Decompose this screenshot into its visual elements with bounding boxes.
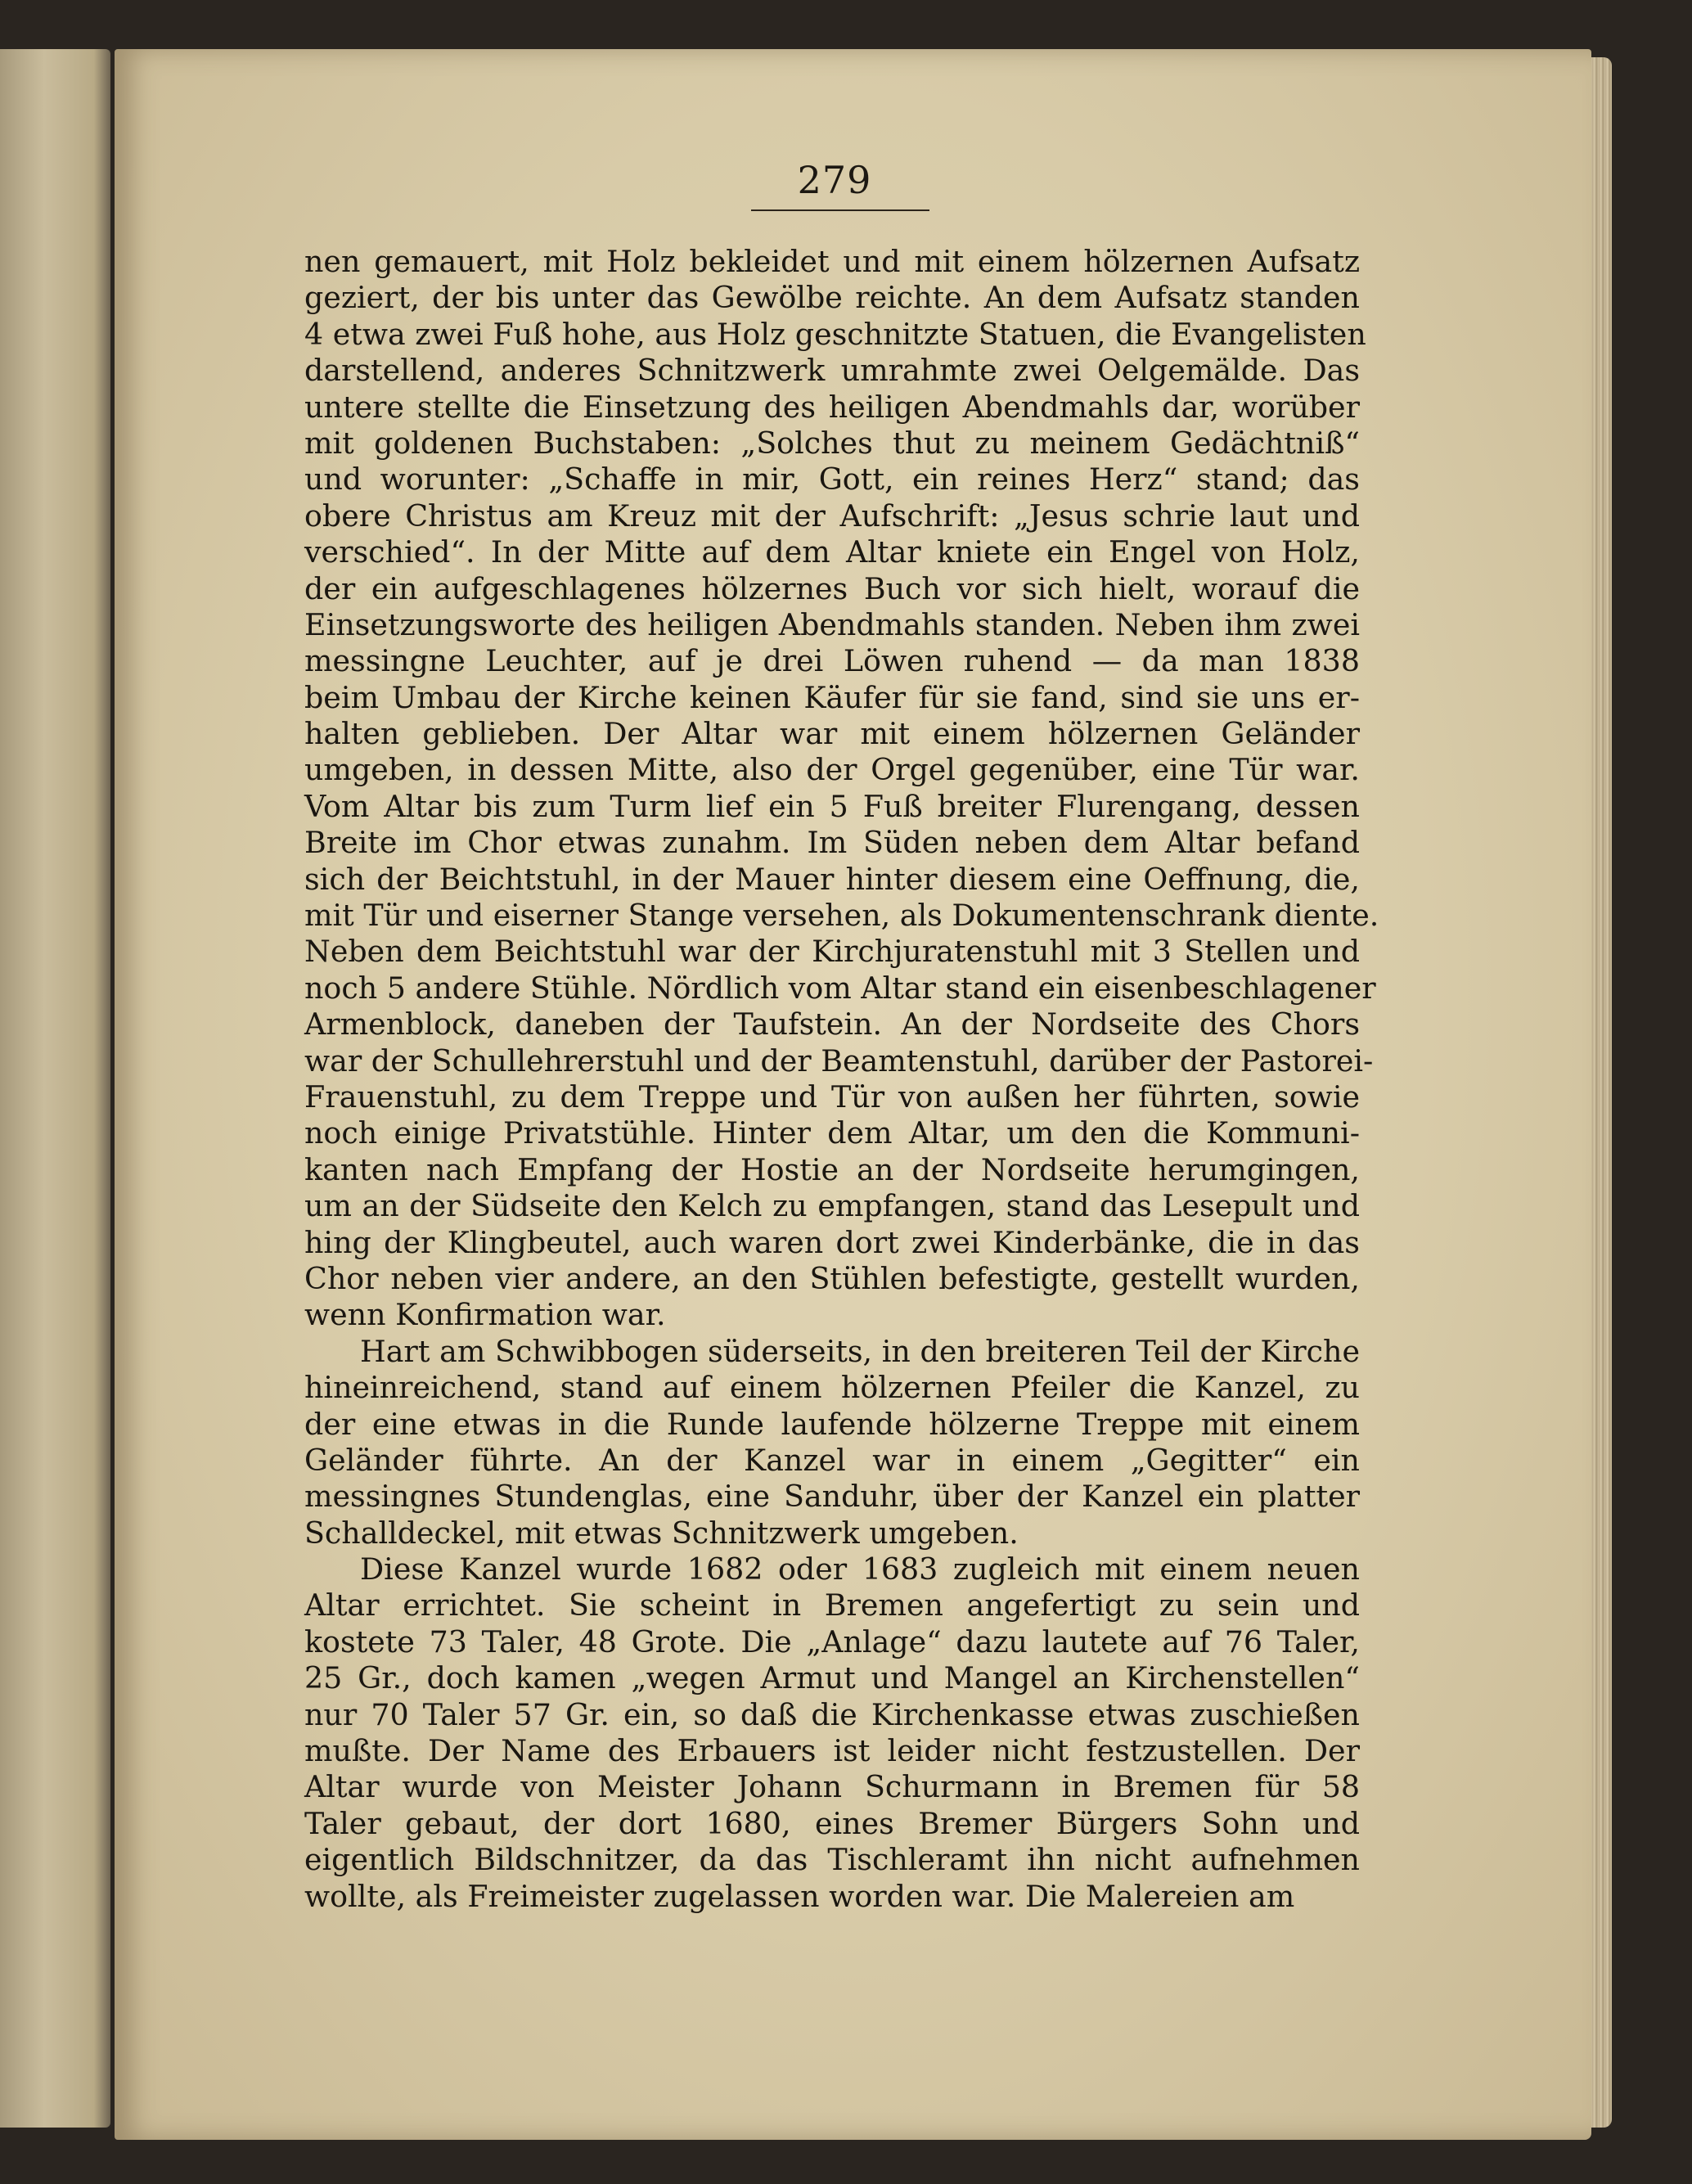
text-line: Taler gebaut, der dort 1680, eines Bremer Bürgers Sohn und xyxy=(304,1805,1360,1841)
text-line: war der Schullehrerstuhl und der Beamtenstuhl, darüber der Pastorei- xyxy=(304,1042,1374,1078)
text-line: Geländer führte. An der Kanzel war in einem „Gegitter“ ein xyxy=(304,1442,1360,1478)
text-line: Vom Altar bis zum Turm lief ein 5 Fuß breiter Flurengang, dessen xyxy=(304,788,1360,824)
text-line: wollte, als Freimeister zugelassen worden war. Die Malereien am xyxy=(304,1878,1295,1914)
text-line: nur 70 Taler 57 Gr. ein, so daß die Kirchenkasse etwas zuschießen xyxy=(304,1696,1360,1732)
text-line: wenn Konfirmation war. xyxy=(304,1297,666,1333)
text-line: 25 Gr., doch kamen „wegen Armut und Mangel an Kirchenstellen“ xyxy=(304,1660,1360,1696)
text-line: der eine etwas in die Runde laufende hölzerne Treppe mit einem xyxy=(304,1406,1360,1442)
text-line: beim Umbau der Kirche keinen Käufer für sie fand, sind sie uns er- xyxy=(304,679,1360,715)
text-line: Diese Kanzel wurde 1682 oder 1683 zugleich mit einem neuen xyxy=(360,1551,1360,1587)
page-number: 279 xyxy=(797,158,872,202)
text-line: untere stellte die Einsetzung des heiligen Abendmahls dar, worüber xyxy=(304,389,1360,425)
text-line: um an der Südseite den Kelch zu empfangen, stand das Lesepult und xyxy=(304,1188,1360,1224)
text-line: Breite im Chor etwas zunahm. Im Süden neben dem Altar befand xyxy=(304,825,1360,861)
text-line: Neben dem Beichtstuhl war der Kirchjuratenstuhl mit 3 Stellen und xyxy=(304,934,1360,970)
text-line: hineinreichend, stand auf einem hölzernen Pfeiler die Kanzel, zu xyxy=(304,1370,1360,1406)
body-text xyxy=(304,244,1379,1915)
text-line: umgeben, in dessen Mitte, also der Orgel gegenüber, eine Tür war. xyxy=(304,752,1360,788)
text-line: messingne Leuchter, auf je drei Löwen ruhend — da man 1838 xyxy=(304,643,1360,679)
text-line: hing der Klingbeutel, auch waren dort zwei Kinderbänke, die in das xyxy=(304,1224,1360,1260)
text-line: Schalldeckel, mit etwas Schnitzwerk umgeben. xyxy=(304,1515,1019,1551)
text-line: Einsetzungsworte des heiligen Abendmahls standen. Neben ihm zwei xyxy=(304,606,1360,642)
text-line: Altar errichtet. Sie scheint in Bremen angefertigt zu sein und xyxy=(304,1587,1360,1623)
text-line: mit Tür und eiserner Stange versehen, als Dokumentenschrank diente. xyxy=(304,898,1379,934)
text-line: darstellend, anderes Schnitzwerk umrahmte zwei Oelgemälde. Das xyxy=(304,353,1360,389)
text-line: nen gemauert, mit Holz bekleidet und mit einem hölzernen Aufsatz xyxy=(304,244,1360,279)
text-line: Chor neben vier andere, an den Stühlen befestigte, gestellt wurden, xyxy=(304,1260,1360,1296)
text-line: verschied“. In der Mitte auf dem Altar kniete ein Engel von Holz, xyxy=(304,534,1360,570)
text-line: mit goldenen Buchstaben: „Solches thut zu meinem Gedächtniß“ xyxy=(304,425,1360,461)
text-line: geziert, der bis unter das Gewölbe reichte. An dem Aufsatz standen xyxy=(304,280,1360,316)
text-line: messingnes Stundenglas, eine Sanduhr, über der Kanzel ein platter xyxy=(304,1479,1360,1515)
text-line: sich der Beichtstuhl, in der Mauer hinter diesem eine Oeffnung, die, xyxy=(304,861,1360,897)
text-line: eigentlich Bildschnitzer, da das Tischleramt ihn nicht aufnehmen xyxy=(304,1842,1360,1878)
left-page-edge xyxy=(0,49,110,2128)
text-line: obere Christus am Kreuz mit der Aufschrift: „Jesus schrie laut und xyxy=(304,498,1360,534)
text-line: kostete 73 Taler, 48 Grote. Die „Anlage“ dazu lautete auf 76 Taler, xyxy=(304,1623,1360,1659)
page-number-rule xyxy=(751,209,929,211)
text-line: noch 5 andere Stühle. Nördlich vom Altar stand ein eisenbeschlagener xyxy=(304,970,1376,1006)
text-line: und worunter: „Schaffe in mir, Gott, ein reines Herz“ stand; das xyxy=(304,462,1360,498)
text-line: Altar wurde von Meister Johann Schurmann in Bremen für 58 xyxy=(304,1769,1360,1805)
text-line: kanten nach Empfang der Hostie an der Nordseite herumgingen, xyxy=(304,1151,1360,1187)
text-line: noch einige Privatstühle. Hinter dem Altar, um den die Kommuni- xyxy=(304,1115,1360,1151)
text-line: halten geblieben. Der Altar war mit einem hölzernen Geländer xyxy=(304,716,1360,752)
text-line: Frauenstuhl, zu dem Treppe und Tür von außen her führten, sowie xyxy=(304,1078,1360,1115)
text-line: der ein aufgeschlagenes hölzernes Buch vor sich hielt, worauf die xyxy=(304,570,1360,606)
text-line: Armenblock, daneben der Taufstein. An der Nordseite des Chors xyxy=(304,1006,1360,1042)
text-line: mußte. Der Name des Erbauers ist leider nicht festzustellen. Der xyxy=(304,1733,1360,1769)
text-line: 4 etwa zwei Fuß hohe, aus Holz geschnitzte Statuen, die Evangelisten xyxy=(304,316,1366,352)
text-line: Hart am Schwibbogen süderseits, in den breiteren Teil der Kirche xyxy=(360,1333,1360,1369)
